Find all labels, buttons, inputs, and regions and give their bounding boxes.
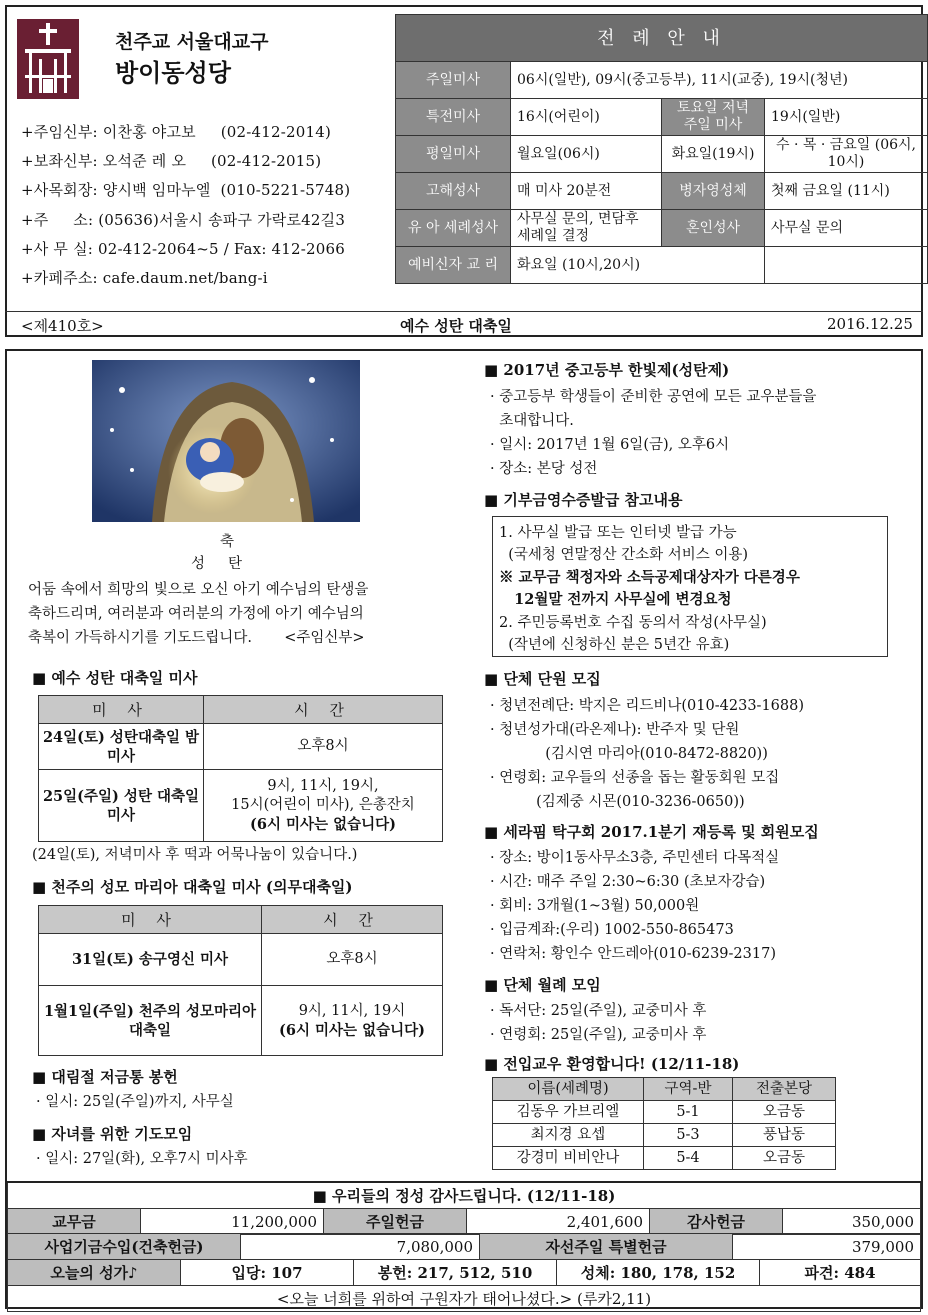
recruit-line-5: (김제중 시몬(010-3236-0650)) xyxy=(490,794,745,810)
greeting-text-3: 축복이 가득하시기를 기도드립니다. <주임신부> xyxy=(28,630,365,646)
welcome-header-name: 이름(세례명) xyxy=(493,1078,644,1101)
welcome-header-zone: 구역-반 xyxy=(644,1078,733,1101)
christmas-row1-time: 오후8시 xyxy=(204,724,443,770)
issue-date: 2016.12.25 xyxy=(827,315,913,333)
table-row xyxy=(493,1147,836,1170)
tabletennis-line-2: · 시간: 매주 주일 2:30~6:30 (초보자강습) xyxy=(490,874,766,890)
christmas-mass-table xyxy=(38,695,443,842)
offering-label-4: 사업기금수입(건축헌금) xyxy=(8,1234,241,1260)
marriage-value: 사무실 문의 xyxy=(765,210,928,247)
tabletennis-line-5: · 연락처: 황인수 안드레아(010-6239-2317) xyxy=(490,946,776,962)
mary-header-mass: 미 사 xyxy=(39,906,262,934)
confession-value: 매 미사 20분전 xyxy=(511,173,662,210)
receipt-line-2: (국세청 연말정산 간소화 서비스 이용) xyxy=(499,547,749,563)
greeting-text-1: 어둠 속에서 희망의 빛으로 오신 아기 예수님의 탄생을 xyxy=(28,582,369,598)
hymn-row xyxy=(8,1260,921,1286)
welcome-table xyxy=(492,1077,836,1170)
mary-mass-title: ■ 천주의 성모 마리아 대축일 미사 (의무대축일) xyxy=(32,878,353,896)
table-row xyxy=(493,1101,836,1124)
weekday-tue: 화요일(19시) xyxy=(662,136,765,173)
info-cafe: +카페주소: cafe.daum.net/bang-i xyxy=(21,269,268,287)
mary-mass-table xyxy=(38,905,443,1056)
info-pastor: +주임신부: 이찬홍 야고보 (02-412-2014) xyxy=(21,123,332,141)
youth-line-4: · 장소: 본당 성전 xyxy=(490,461,598,477)
empty-cell xyxy=(765,247,928,284)
christmas-row2-time xyxy=(204,770,443,842)
hymn-communion: 성체: 180, 178, 152 xyxy=(557,1260,760,1285)
welcome-name: 최지경 요셉 xyxy=(493,1124,644,1147)
weekday-label: 평일미사 xyxy=(396,136,511,173)
welcome-zone: 5-3 xyxy=(644,1124,733,1147)
welcome-name: 강경미 비비안나 xyxy=(493,1147,644,1170)
children-prayer-title: ■ 자녀를 위한 기도모임 xyxy=(32,1125,193,1143)
recruit-title: ■ 단체 단원 모집 xyxy=(484,670,601,688)
christmas-header-mass: 미 사 xyxy=(39,696,204,724)
mary-row1-time: 오후8시 xyxy=(262,934,443,986)
children-prayer-line: · 일시: 27일(화), 오후7시 미사후 xyxy=(36,1151,248,1167)
monthly-line-1: · 독서단: 25일(주일), 교중미사 후 xyxy=(490,1003,707,1019)
tabletennis-line-3: · 회비: 3개월(1~3월) 50,000원 xyxy=(490,898,700,914)
hymn-offertory: 봉헌: 217, 512, 510 xyxy=(354,1260,557,1285)
receipt-line-1: 1. 사무실 발급 또는 인터넷 발급 가능 xyxy=(499,525,737,541)
offering-value-2: 2,401,600 xyxy=(467,1209,650,1235)
sunday-label: 주일미사 xyxy=(396,62,511,99)
tabletennis-title: ■ 세라핌 탁구회 2017.1분기 재등록 및 회원모집 xyxy=(484,823,819,841)
scripture-verse: <오늘 너희를 위하여 구원자가 태어나셨다.> (루카2,11) xyxy=(8,1286,921,1312)
recruit-line-1: · 청년전례단: 박지은 리드비나(010-4233-1688) xyxy=(490,698,804,714)
monthly-line-2: · 연령회: 25일(주일), 교중미사 후 xyxy=(490,1027,707,1043)
welcome-title: ■ 전입교우 환영합니다! (12/11-18) xyxy=(484,1055,740,1073)
mary-row2-time-2: (6시 미사는 없습니다) xyxy=(279,1021,425,1039)
recruit-line-2: · 청년성가대(라온제나): 반주자 및 단원 xyxy=(490,722,740,738)
hymn-entrance: 입당: 107 xyxy=(181,1260,354,1285)
recruit-line-3: (김시연 마리아(010-8472-8820)) xyxy=(490,746,768,762)
hymn-label: 오늘의 성가♪ xyxy=(8,1260,181,1285)
hymn-table xyxy=(8,1260,920,1285)
nativity-image xyxy=(92,360,360,522)
info-office: +사 무 실: 02-412-2064~5 / Fax: 412-2066 xyxy=(21,240,346,258)
sick-label: 병자영성체 xyxy=(662,173,765,210)
christmas-row2-time-3: (6시 미사는 없습니다) xyxy=(250,816,396,833)
offering-value-4: 7,080,000 xyxy=(241,1234,480,1260)
church-diocese: 천주교 서울대교구 xyxy=(115,31,269,53)
offering-table xyxy=(7,1181,921,1235)
greeting-2: 성 탄 xyxy=(191,556,243,572)
recruit-line-4: · 연령회: 교우들의 선종을 돕는 활동회원 모집 xyxy=(490,770,780,786)
youth-line-1: · 중고등부 학생들이 준비한 공연에 모든 교우분들을 xyxy=(490,389,817,405)
info-assistant: +보좌신부: 오석준 레 오 (02-412-2015) xyxy=(21,152,322,170)
infant-label: 유 아 세례성사 xyxy=(396,210,511,247)
saturday-label: 토요일 저녁 주일 미사 xyxy=(662,99,765,136)
welcome-parish: 풍납동 xyxy=(733,1124,836,1147)
tabletennis-line-1: · 장소: 방이1동사무소3층, 주민센터 다목적실 xyxy=(490,850,780,866)
receipt-line-6: (작년에 신청하신 분은 5년간 유효) xyxy=(499,637,730,653)
welcome-header-parish: 전출본당 xyxy=(733,1078,836,1101)
issue-bar xyxy=(5,311,923,337)
mary-header-time: 시 간 xyxy=(262,906,443,934)
catechumen-label: 예비신자 교 리 xyxy=(396,247,511,284)
bulletin-header xyxy=(5,5,923,337)
christmas-row2-time-1: 9시, 11시, 19시, xyxy=(267,778,379,794)
welcome-name: 김동우 가브리엘 xyxy=(493,1101,644,1124)
mary-row2-mass: 1월1일(주일) 천주의 성모마리아 대축일 xyxy=(39,986,262,1056)
liturgy-table xyxy=(395,14,928,284)
greeting-1: 축 xyxy=(220,534,235,550)
special-label: 특전미사 xyxy=(396,99,511,136)
welcome-zone: 5-4 xyxy=(644,1147,733,1170)
weekday-wtf: 수 · 목 · 금요일 (06시, 10시) xyxy=(765,136,928,173)
monthly-meeting-title: ■ 단체 월례 모임 xyxy=(484,976,601,994)
receipt-title: ■ 기부금영수증발급 참고내용 xyxy=(484,491,683,509)
catechumen-value: 화요일 (10시,20시) xyxy=(511,247,765,284)
receipt-line-5: 2. 주민등록번호 수집 동의서 작성(사무실) xyxy=(499,615,767,631)
weekday-mon: 월요일(06시) xyxy=(511,136,662,173)
saturday-value: 19시(일반) xyxy=(765,99,928,136)
feast-name: 예수 성탄 대축일 xyxy=(400,317,512,335)
church-name: 방이동성당 xyxy=(115,58,231,87)
greeting-text-2: 축하드리며, 여러분과 여러분의 가정에 아기 예수님의 xyxy=(28,606,364,622)
christmas-row2-time-2: 15시(어린이 미사), 은총잔치 xyxy=(231,797,415,813)
sick-value: 첫째 금요일 (11시) xyxy=(765,173,928,210)
welcome-parish: 오금동 xyxy=(733,1147,836,1170)
youth-line-2: 초대합니다. xyxy=(490,413,574,429)
christmas-note: (24일(토), 저녁미사 후 떡과 어묵나눔이 있습니다.) xyxy=(32,847,358,863)
receipt-line-3: ※ 교무금 책정자와 소득공제대상자가 다른경우 xyxy=(499,569,800,586)
advent-title: ■ 대림절 저금통 봉헌 xyxy=(32,1068,178,1086)
welcome-parish: 오금동 xyxy=(733,1101,836,1124)
sunday-value: 06시(일반), 09시(중고등부), 11시(교중), 19시(청년) xyxy=(511,62,928,99)
confession-label: 고해성사 xyxy=(396,173,511,210)
offering-label-2: 주일헌금 xyxy=(324,1209,467,1235)
welcome-zone: 5-1 xyxy=(644,1101,733,1124)
info-address: +주 소: (05636)서울시 송파구 가락로42길3 xyxy=(21,211,346,229)
hymn-dismissal: 파견: 484 xyxy=(760,1260,921,1285)
liturgy-title: 전 례 안 내 xyxy=(396,15,928,62)
christmas-row1-mass: 24일(토) 성탄대축일 밤미사 xyxy=(39,724,204,770)
special-value: 16시(어린이) xyxy=(511,99,662,136)
offering-value-1: 11,200,000 xyxy=(141,1209,324,1235)
offering-label-5: 자선주일 특별헌금 xyxy=(480,1234,733,1260)
tabletennis-line-4: · 입금계좌:(우리) 1002-550-865473 xyxy=(490,922,734,938)
christmas-header-time: 시 간 xyxy=(204,696,443,724)
offering-table-2 xyxy=(7,1233,921,1312)
christmas-row2-mass: 25일(주일) 성탄 대축일 미사 xyxy=(39,770,204,842)
advent-line: · 일시: 25일(주일)까지, 사무실 xyxy=(36,1094,234,1110)
issue-number: <제410호> xyxy=(21,317,104,335)
info-council: +사목회장: 양시백 임마누엘 (010-5221-5748) xyxy=(21,181,351,199)
table-row xyxy=(493,1124,836,1147)
mary-row1-mass: 31일(토) 송구영신 미사 xyxy=(39,934,262,986)
offering-value-5: 379,000 xyxy=(733,1234,921,1260)
infant-value: 사무실 문의, 면담후 세례일 결정 xyxy=(511,210,662,247)
offering-value-3: 350,000 xyxy=(783,1209,921,1235)
offering-title: ■ 우리들의 정성 감사드립니다. (12/11-18) xyxy=(8,1182,921,1209)
christmas-mass-title: ■ 예수 성탄 대축일 미사 xyxy=(32,669,198,687)
offering-label-1: 교무금 xyxy=(8,1209,141,1235)
church-logo xyxy=(17,19,79,99)
youth-line-3: · 일시: 2017년 1월 6일(금), 오후6시 xyxy=(490,437,730,453)
mary-row2-time-1: 9시, 11시, 19시 xyxy=(298,1002,406,1019)
offering-label-3: 감사헌금 xyxy=(650,1209,783,1235)
mary-row2-time xyxy=(262,986,443,1056)
receipt-line-4: 12월말 전까지 사무실에 변경요청 xyxy=(499,591,732,608)
youth-festival-title: ■ 2017년 중고등부 한빛제(성탄제) xyxy=(484,361,730,379)
marriage-label: 혼인성사 xyxy=(662,210,765,247)
receipt-box xyxy=(492,516,888,657)
